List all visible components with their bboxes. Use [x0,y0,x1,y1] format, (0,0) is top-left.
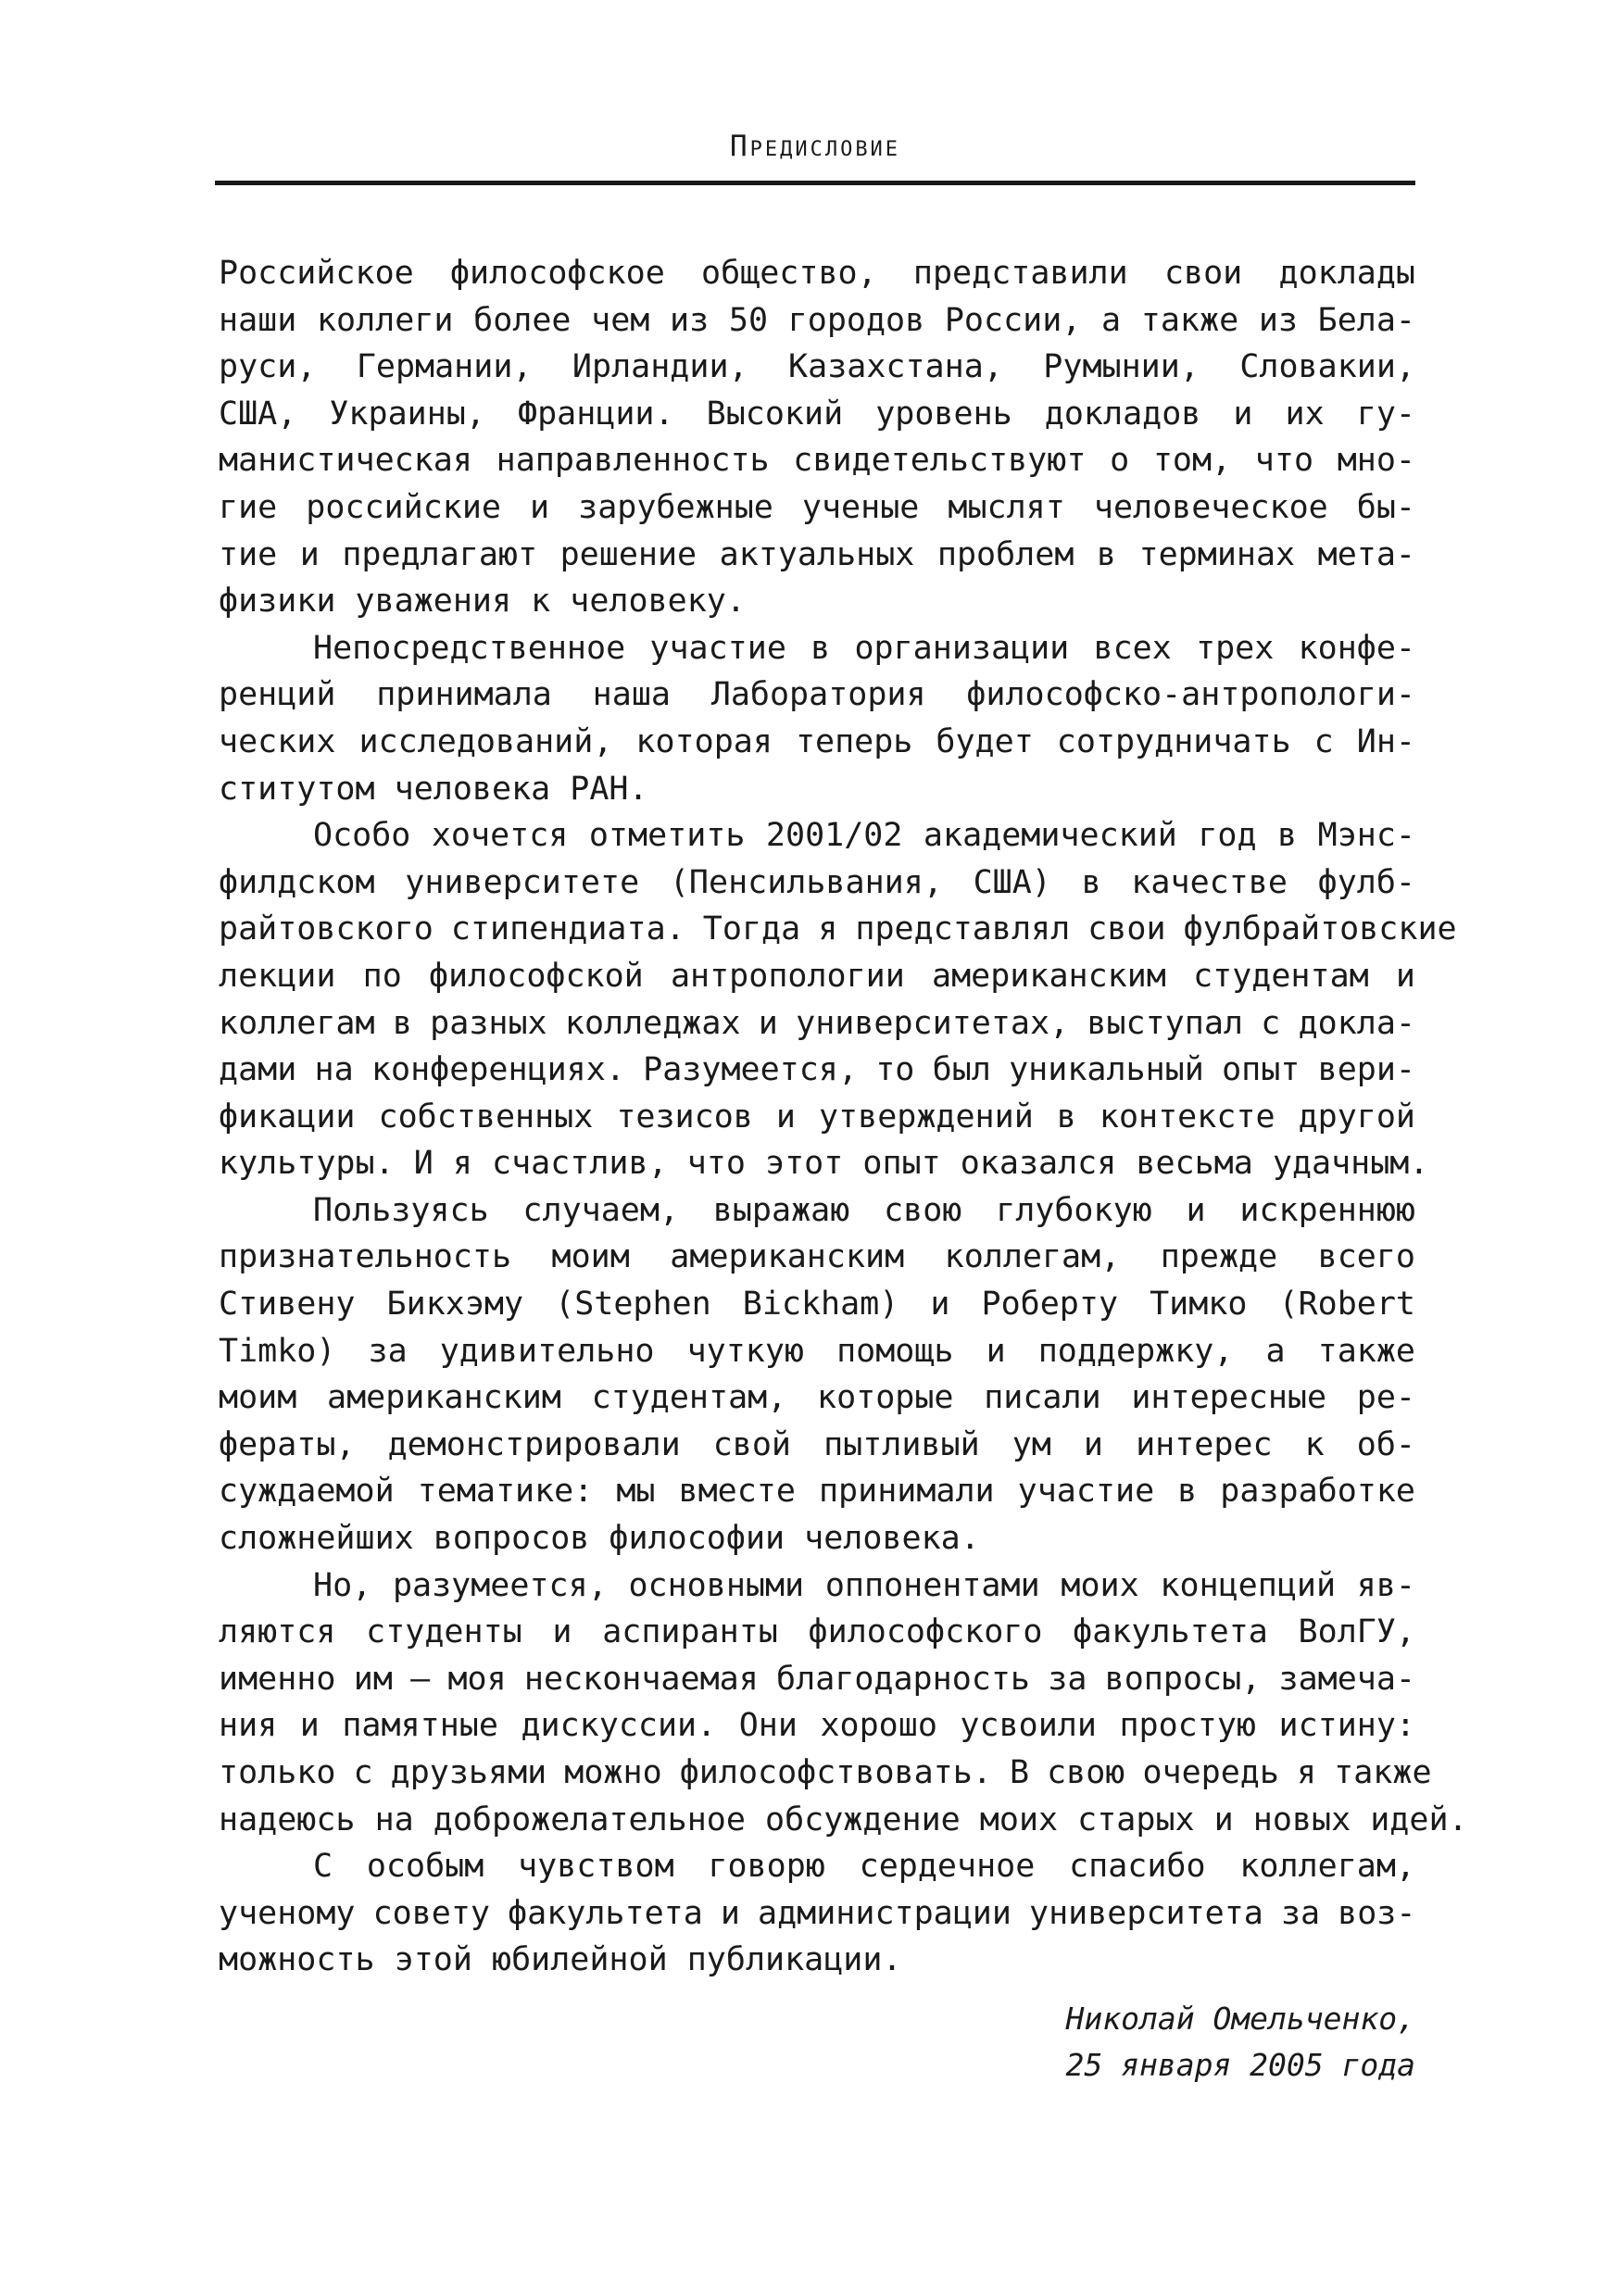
text-line: Пользуясь случаем, выражаю свою глубокую и искреннюю [313,1191,1415,1229]
text-line: манистическая направленность свидетельствуют о том, что мно- [219,442,1415,480]
text-line: США, Украины, Франции. Высокий уровень докладов и их гу- [219,395,1415,433]
running-head-title: Предисловие [729,130,901,163]
paragraph [219,1187,1415,1562]
text-line: ческих исследований, которая теперь будет сотрудничать с Ин- [219,722,1415,760]
text-line: С особым чувством говорю сердечное спасибо коллегам, [313,1848,1415,1886]
text-line: филдском университете (Пенсильвания, США) в качестве фулб- [219,863,1415,901]
text-line: райтовского стипендиата. Тогда я представлял свои фулбрайтовские [219,910,1457,948]
text-line: ренций принимала наша Лаборатория философско-антропологи- [219,676,1415,714]
text-line: Непосредственное участие в организации всех трех конфе- [313,629,1415,667]
paragraph [219,812,1457,1187]
text-line: ния и памятные дискуссии. Они хорошо усвоили простую истину: [219,1707,1415,1745]
text-line: именно им — моя нескончаемая благодарность за вопросы, замеча- [219,1660,1415,1698]
text-line: фераты, демонстрировали свой пытливый ум и интерес к об- [219,1425,1415,1463]
text-line: наши коллеги более чем из 50 городов России, а также из Бела- [219,301,1415,339]
text-line: Стивену Бикхэму (Stephen Bickham) и Роберту Тимко (Robert [219,1286,1415,1324]
body-text [219,250,1468,1984]
text-line: Timko) за удивительно чуткую помощь и поддержку, а также [219,1332,1415,1370]
text-line: моим американским студентам, которые писали интересные ре- [219,1379,1415,1417]
paragraph [219,250,1415,625]
text-line: сложнейших вопросов философии человека. [219,1520,980,1558]
text-line: Особо хочется отметить 2001/02 академический год в Мэнс- [313,817,1415,855]
text-line: физики уважения к человеку. [219,583,746,621]
paragraph [219,1562,1468,1844]
text-line: культуры. И я счастлив, что этот опыт оказался весьма удачным. [219,1145,1429,1183]
text-line: признательность моим американским коллегам, прежде всего [219,1238,1415,1276]
text-line: лекции по философской антропологии американским студентам и [219,957,1415,995]
text-line: ляются студенты и аспиранты философского факультета ВолГУ, [219,1613,1415,1651]
text-line: тие и предлагают решение актуальных проблем в терминах мета- [219,535,1415,573]
signature-author: Николай Омельченко, [1065,2001,1415,2037]
header-rule [215,181,1415,185]
signature-block [1066,1996,1416,2089]
text-line: Но, разумеется, основными оппонентами моих концепций яв- [313,1566,1415,1604]
text-line: гие российские и зарубежные ученые мыслят человеческое бы- [219,488,1415,526]
text-line: надеюсь на доброжелательное обсуждение моих старых и новых идей. [219,1800,1468,1838]
text-line: можность этой юбилейной публикации. [219,1941,902,1979]
paragraph [219,1843,1415,1984]
text-line: фикации собственных тезисов и утверждений в контексте другой [219,1098,1415,1135]
text-line: ученому совету факультета и администрации университета за воз- [219,1894,1416,1932]
text-line: Российское философское общество, представили свои доклады [219,255,1415,292]
text-line: дами на конференциях. Разумеется, то был уникальный опыт вери- [219,1051,1415,1089]
text-line: суждаемой тематике: мы вместе принимали участие в разработке [219,1473,1415,1511]
text-line: только с друзьями можно философствовать. В свою очередь я также [219,1754,1432,1791]
text-line: ститутом человека РАН. [219,770,648,808]
paragraph [219,625,1415,812]
text-line: коллегам в разных колледжах и университетах, выступал с докла- [219,1004,1415,1042]
text-line: руси, Германии, Ирландии, Казахстана, Румынии, Словакии, [219,348,1415,386]
signature-date: 25 января 2005 года [1065,2047,1415,2083]
